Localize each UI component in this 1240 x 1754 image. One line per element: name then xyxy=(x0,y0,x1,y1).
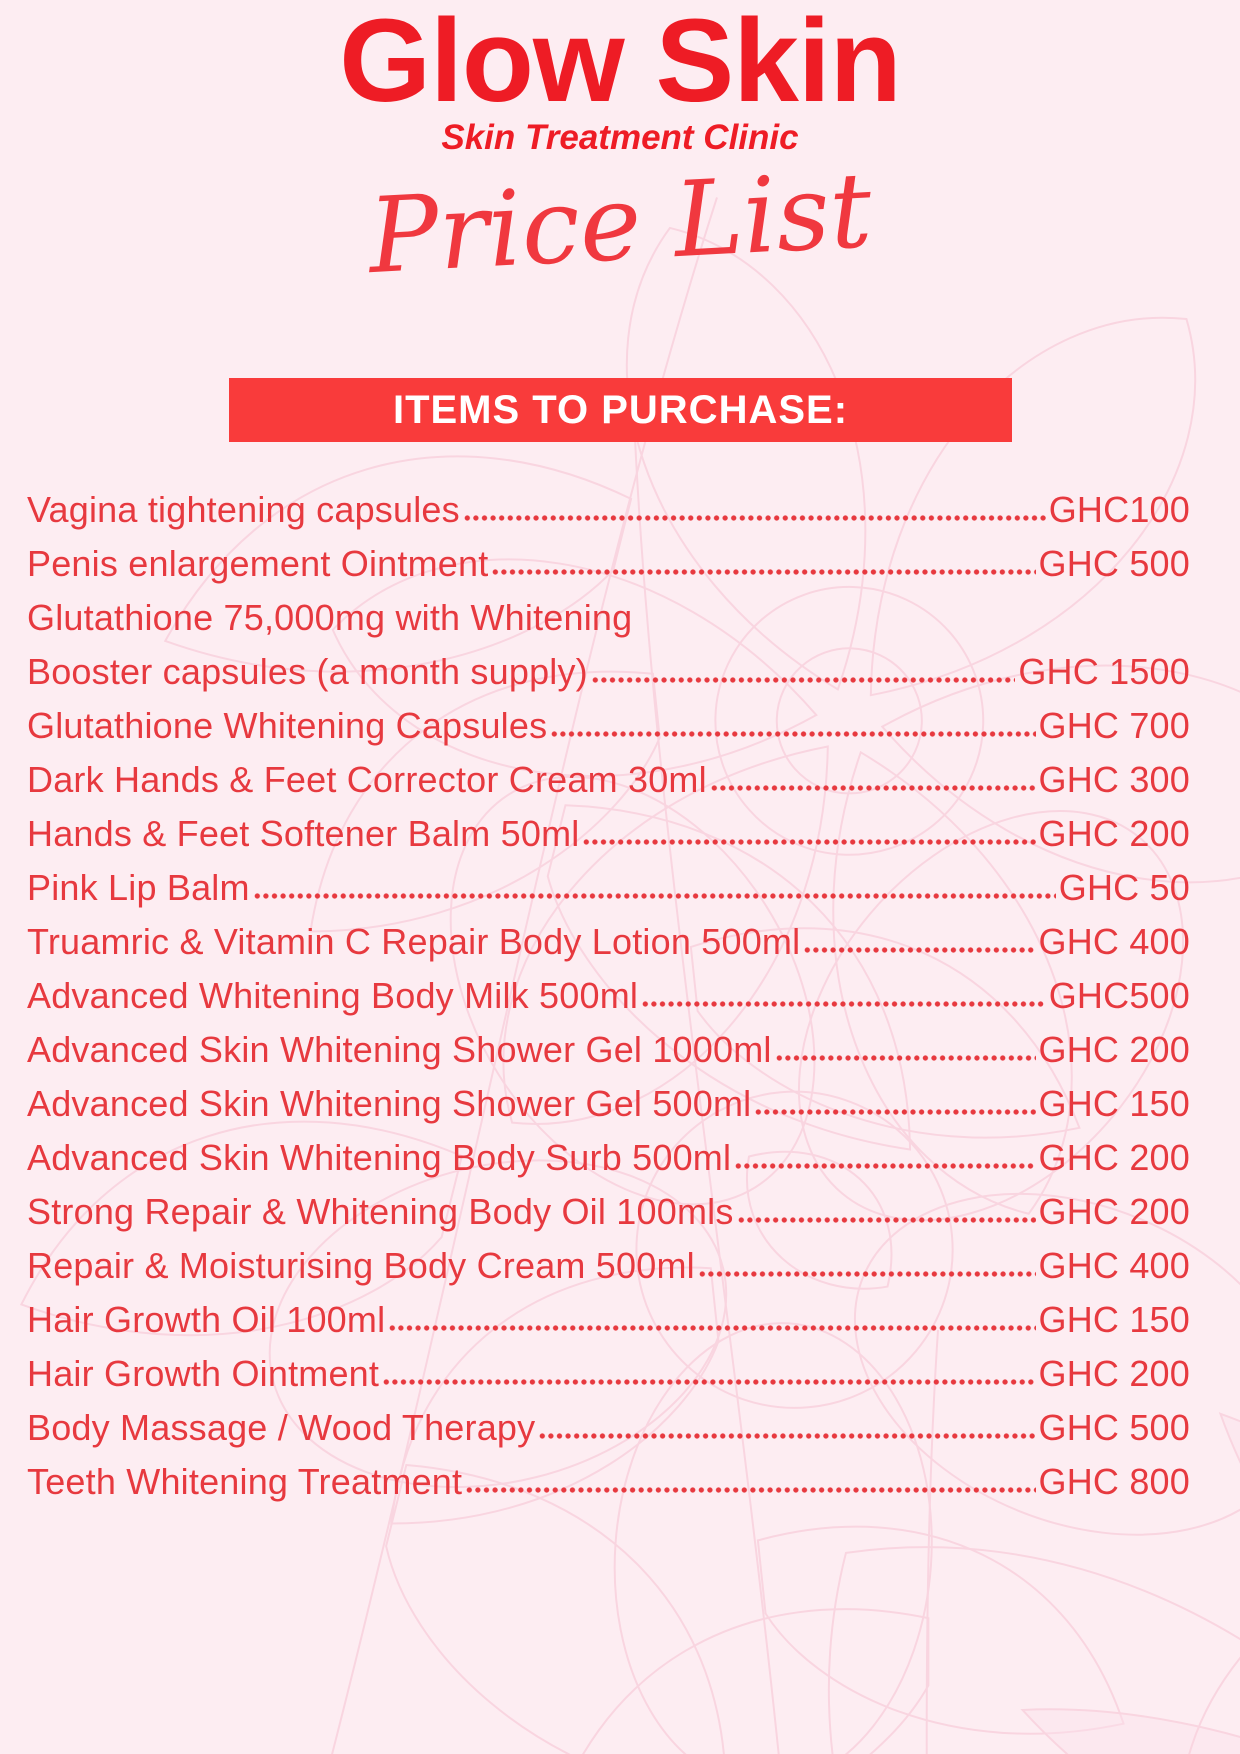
item-price: GHC 700 xyxy=(1038,704,1190,746)
dotted-leader xyxy=(538,1433,1035,1439)
item-price: GHC 500 xyxy=(1038,1406,1190,1448)
price-list-row xyxy=(27,800,1190,854)
dotted-leader xyxy=(635,623,1187,629)
dotted-leader xyxy=(463,515,1046,521)
price-list-row xyxy=(27,746,1190,800)
item-price: GHC 1500 xyxy=(1018,650,1190,692)
dotted-leader xyxy=(710,785,1036,791)
item-price: GHC500 xyxy=(1048,974,1190,1016)
price-list-row xyxy=(27,1070,1190,1124)
dotted-leader xyxy=(253,893,1056,899)
price-list-row xyxy=(27,1178,1190,1232)
item-label: Penis enlargement Ointment xyxy=(27,542,489,584)
item-price: GHC 200 xyxy=(1038,1190,1190,1232)
item-price: GHC 400 xyxy=(1038,1244,1190,1286)
dotted-leader xyxy=(754,1109,1035,1115)
item-price: GHC 500 xyxy=(1038,542,1190,584)
item-price: GHC 200 xyxy=(1038,1136,1190,1178)
item-price: GHC 150 xyxy=(1038,1298,1190,1340)
price-list-row xyxy=(27,1394,1190,1448)
item-price: GHC 300 xyxy=(1038,758,1190,800)
dotted-leader xyxy=(550,731,1035,737)
price-list-row xyxy=(27,1286,1190,1340)
item-price: GHC 200 xyxy=(1038,1352,1190,1394)
dotted-leader xyxy=(382,1379,1035,1385)
price-list-row xyxy=(27,638,1190,692)
items-to-purchase-banner: ITEMS TO PURCHASE: xyxy=(229,378,1012,442)
dotted-leader xyxy=(803,947,1035,953)
price-list-row xyxy=(27,530,1190,584)
item-label: Advanced Skin Whitening Shower Gel 500ml xyxy=(27,1082,752,1124)
item-price: GHC100 xyxy=(1048,488,1190,530)
price-list-row xyxy=(27,476,1190,530)
clinic-title: Glow Skin xyxy=(339,0,901,127)
dotted-leader xyxy=(465,1487,1035,1493)
item-label: Body Massage / Wood Therapy xyxy=(27,1406,536,1448)
item-price: GHC 400 xyxy=(1038,920,1190,962)
item-label: Pink Lip Balm xyxy=(27,866,250,908)
item-label: Advanced Whitening Body Milk 500ml xyxy=(27,974,639,1016)
item-label: Repair & Moisturising Body Cream 500ml xyxy=(27,1244,695,1286)
item-label: Hands & Feet Softener Balm 50ml xyxy=(27,812,580,854)
item-price: GHC 150 xyxy=(1038,1082,1190,1124)
item-label: Hair Growth Ointment xyxy=(27,1352,380,1394)
item-label: Booster capsules (a month supply) xyxy=(27,650,588,692)
item-label: Advanced Skin Whitening Shower Gel 1000ml xyxy=(27,1028,772,1070)
item-label: Advanced Skin Whitening Body Surb 500ml xyxy=(27,1136,732,1178)
price-list-row xyxy=(27,584,1190,638)
dotted-leader xyxy=(388,1325,1035,1331)
dotted-leader xyxy=(775,1055,1036,1061)
price-list-row xyxy=(27,1232,1190,1286)
item-label: Dark Hands & Feet Corrector Cream 30ml xyxy=(27,758,707,800)
item-price: GHC 800 xyxy=(1038,1460,1190,1502)
clinic-subtitle: Skin Treatment Clinic xyxy=(441,118,799,157)
item-label: Glutathione Whitening Capsules xyxy=(27,704,548,746)
price-list-row xyxy=(27,1016,1190,1070)
item-label: Teeth Whitening Treatment xyxy=(27,1460,463,1502)
item-price: GHC 50 xyxy=(1058,866,1190,908)
item-label: Glutathione 75,000mg with Whitening xyxy=(27,596,633,638)
dotted-leader xyxy=(582,839,1035,845)
price-list-row xyxy=(27,854,1190,908)
price-list-row xyxy=(27,1340,1190,1394)
item-label: Strong Repair & Whitening Body Oil 100mls xyxy=(27,1190,734,1232)
item-label: Truamric & Vitamin C Repair Body Lotion 500ml xyxy=(27,920,801,962)
price-list xyxy=(27,476,1190,1502)
dotted-leader xyxy=(641,1001,1046,1007)
price-list-row xyxy=(27,692,1190,746)
dotted-leader xyxy=(737,1217,1036,1223)
dotted-leader xyxy=(734,1163,1035,1169)
price-list-row xyxy=(27,908,1190,962)
price-list-script-heading: Price List xyxy=(365,148,875,298)
item-label: Hair Growth Oil 100ml xyxy=(27,1298,386,1340)
price-list-row xyxy=(27,1448,1190,1502)
dotted-leader xyxy=(591,677,1015,683)
item-price: GHC 200 xyxy=(1038,812,1190,854)
price-list-row xyxy=(27,1124,1190,1178)
item-label: Vagina tightening capsules xyxy=(27,488,460,530)
dotted-leader xyxy=(698,1271,1036,1277)
item-price: GHC 200 xyxy=(1038,1028,1190,1070)
price-list-row xyxy=(27,962,1190,1016)
dotted-leader xyxy=(491,569,1035,575)
